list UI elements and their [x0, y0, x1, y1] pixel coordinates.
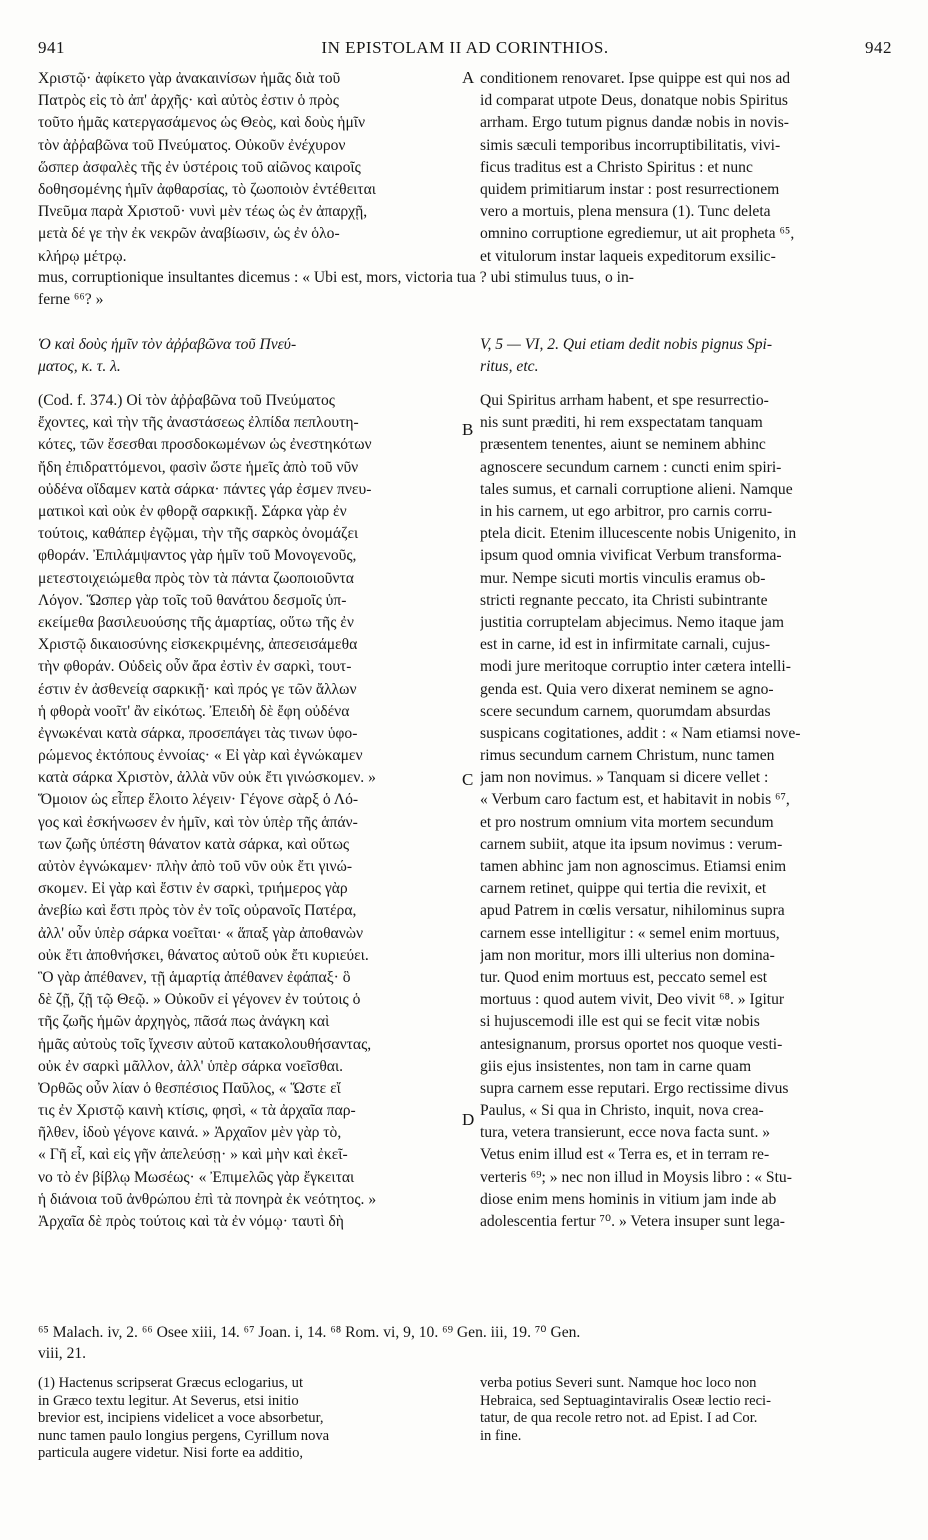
- text-line: Πνεῦμα παρὰ Χριστοῦ· νυνὶ μὲν τέως ὡς ἐν ἀπαρχῇ,: [38, 203, 368, 221]
- text-line: scere secundum carnem, quorumdam absurdas: [480, 702, 771, 720]
- latin-column: [480, 68, 892, 1233]
- text-line: των ζωῆς ὑπέστη θάνατον κατὰ σάρκα, καὶ οὕτως: [38, 835, 350, 853]
- text-line: si hujuscemodi ille est qui se fecit vitæ nobis: [480, 1013, 760, 1031]
- text-line: δοθησομένης ἡμῖν ἀφθαρσίας, τὸ ζωοποιὸν ἐντέθειται: [38, 180, 376, 198]
- text-line: tamen abhinc jam non agnoscimus. Etiamsi enim: [480, 858, 787, 875]
- text-line: ficus traditus est a Christo Spiritus : et nunc: [480, 158, 753, 176]
- text-line: justitia corruptelam abjecimus. Nemo itaque jam: [480, 613, 784, 631]
- text-line: Ἀρχαῖα δὲ πρὸς τούτοις καὶ τὰ ἐν νόμῳ· ταυτὶ δὴ: [38, 1213, 344, 1230]
- text-line: Χριστῷ· ἀφίκετο γὰρ ἀνακαινίσων ἡμᾶς διὰ τοῦ: [38, 70, 341, 87]
- text-line: Vetus enim illud est « Terra es, et in terram re-: [480, 1146, 770, 1164]
- heading-line: V, 5 — VI, 2. Qui etiam dedit nobis pignus Spi-: [480, 335, 773, 353]
- text-line: mortuus : quod autem vivit, Deo vivit ⁶⁸. » Igitur: [480, 991, 785, 1009]
- text-line: agnoscere secundum carnem : cuncti enim spiri-: [480, 458, 782, 476]
- heading-line: Ὁ καὶ δοὺς ἡμῖν τὸν ἀῤῥαβῶνα τοῦ Πνεύ-: [38, 335, 297, 353]
- text-line: μετεστοιχειώμεθα πρὸς τὸν τὰ πάντα ζωοποιοῦντα: [38, 569, 354, 587]
- heading-line: ritus, etc.: [480, 357, 539, 375]
- text-line: quidem primitiarum instar : post resurrectionem: [480, 180, 780, 198]
- text-line: giis ejus insistentes, non tam in carne quam: [480, 1057, 752, 1075]
- footnote-line: Hebraica, sed Septuagintaviralis Oseæ lectio reci-: [480, 1392, 771, 1409]
- text-line: ὥσπερ ἀσφαλὲς τῆς ἐν ὑστέροις τοῦ αἰῶνος καιροῖς: [38, 158, 361, 176]
- scripture-references: [38, 1322, 898, 1364]
- text-line: οὐκ ἐν σαρκὶ μᾶλλον, ἀλλ' ὑπὲρ σάρκα νοεῖσθαι.: [38, 1057, 344, 1075]
- text-line: ρώμενος ἐκτόπους ἐννοίας· « Εἰ γὰρ καὶ ἐγνώκαμεν: [38, 747, 363, 765]
- text-line: vero a mortuis, plena mensura (1). Tunc deleta: [480, 203, 771, 221]
- page-number-right: 942: [864, 38, 892, 57]
- text-line: ptela dicit. Etenim illucescente nobis Unigenito, in: [480, 525, 797, 543]
- text-line: Χριστῷ δικαιοσύνης εἰσκεκριμένης, ἀπεσεισάμεθα: [38, 636, 358, 654]
- text-line: τοῦτο ἡμᾶς κατεργασάμενος ὡς Θεὸς, καὶ δοὺς ἡμῖν: [38, 114, 366, 132]
- text-line: stricti regnante peccato, ita Christi subintrante: [480, 591, 768, 609]
- footnote-line: brevior est, incipiens videlicet a voce absorbetur,: [38, 1410, 324, 1426]
- text-line: κότες, τῶν ἔσεσθαι προσδοκωμένων ὡς ἐνεστηκότων: [38, 436, 372, 454]
- text-line: Πατρὸς εἰς τὸ ἀπ' ἀρχῆς· καὶ αὐτὸς ἐστιν ὁ πρὸς: [38, 92, 339, 110]
- margin-marker-c: C: [462, 770, 474, 789]
- text-line: tales sumus, et carnali corruptione alieni. Namque: [480, 480, 793, 498]
- footnote-line: tatur, de qua recole retro not. ad Epist. I ad Cor.: [480, 1410, 758, 1426]
- text-line: in his carnem, ut ego arbitror, pro carnis corru-: [480, 503, 773, 520]
- text-line: Qui Spiritus arrham habent, et spe resurrectio-: [480, 392, 769, 410]
- text-line: « Verbum caro factum est, et habitavit in nobis ⁶⁷,: [480, 791, 790, 809]
- text-line: τῆς ζωῆς ἡμῶν ἀρχηγὸς, πᾶσά πως ἀνάγκη καὶ: [38, 1013, 330, 1031]
- text-line: Ὅμοιον ὡς εἶπερ ἕλοιτο λέγειν· Γέγονε σὰρξ ὁ Λό-: [38, 791, 359, 809]
- text-line: εκείμεθα βασιλευούσης τῆς ἁμαρτίας, οὕτω τῆς ἐν: [38, 613, 354, 631]
- text-line: τούτοις, καθάπερ ἐγῷμαι, τὴν τῆς σαρκὸς ὀνομάζει: [38, 525, 359, 543]
- text-line: κλήρῳ μέτρῳ.: [38, 247, 127, 265]
- text-line: ἡ διάνοια τοῦ ἀνθρώπου ἐπὶ τὰ πονηρὰ ἐκ νεότητος. »: [38, 1190, 377, 1208]
- text-line: tur. Quod enim mortuus est, peccato semel est: [480, 968, 768, 986]
- text-line: σκομεν. Εἰ γὰρ καὶ ἔστιν ἐν σαρκὶ, τριήμερος γὰρ: [38, 880, 348, 898]
- text-line: suspicans cogitationes, addit : « Nam etiamsi nove-: [480, 724, 801, 742]
- margin-marker-b: B: [462, 420, 474, 439]
- footnote-line: verba potius Severi sunt. Namque hoc loco non: [480, 1375, 757, 1391]
- latin-block-1: [480, 68, 892, 268]
- text-line: αὐτὸν ἐγνώκαμεν· πλὴν ἀπὸ τοῦ νῦν οὐκ ἔτι γινώ-: [38, 858, 353, 875]
- text-line: ἐγνωκέναι κατὰ σάρκα, προσεπάγει τὰς τινων ὑφο-: [38, 724, 358, 742]
- text-line: carnem retinet, quippe qui tertia die revixit, et: [480, 880, 767, 898]
- text-line: Λόγον. Ὥσπερ γὰρ τοῖς τοῦ θανάτου δεσμοῖς ὑπ-: [38, 591, 347, 609]
- text-line: mus, corruptionique insultantes dicemus : « Ubi est, mors, victoria tua ? ubi stimulus tuus, o in-: [38, 269, 634, 286]
- reference-line: viii, 21.: [38, 1345, 87, 1362]
- footnote-line: nunc tamen paulo longius pergens, Cyrillum nova: [38, 1427, 330, 1444]
- text-line: τις ἐν Χριστῷ καινὴ κτίσις, φησὶ, « τὰ ἀρχαῖα παρ-: [38, 1102, 356, 1120]
- text-line: γος καὶ ἐσκήνωσεν ἐν ἡμῖν, καὶ τὸν ὑπὲρ τῆς ἁπάν-: [38, 813, 358, 831]
- greek-block-1: [38, 68, 456, 268]
- text-line: rimus secundum carnem Christum, nunc tamen: [480, 747, 775, 765]
- text-line: genda est. Quia vero dixerat neminem se agno-: [480, 680, 774, 698]
- text-line: jam non moritur, mors illi ulterius non domina-: [480, 946, 775, 964]
- text-line: ῆλθεν, ἰδοὺ γέγονε καινά. » Ἀρχαῖον μὲν γὰρ τὸ,: [38, 1124, 342, 1142]
- heading-line: ματος, κ. τ. λ.: [38, 357, 121, 375]
- text-line: μετὰ δέ γε τὴν ἐκ νεκρῶν ἀναβίωσιν, ὡς ἐν ὁλο-: [38, 225, 340, 243]
- text-line: simis sæculi temporibus incorruptibilitatis, vivi-: [480, 136, 781, 154]
- footnote-left: [38, 1375, 458, 1463]
- text-line: omnino corruptione egrediemur, ut ait propheta ⁶⁵,: [480, 225, 795, 243]
- text-line: τὸν ἀῤῥαβῶνα τοῦ Πνεύματος. Οὐκοῦν ἐνέχυρον: [38, 136, 346, 154]
- text-line: præsentem tenentes, aiunt se neminem abhinc: [480, 436, 766, 454]
- text-line: arrham. Ergo tutum pignus dandæ nobis in novis-: [480, 114, 789, 132]
- text-line: ferne ⁶⁶? »: [38, 291, 104, 309]
- text-line: mur. Nempe sicuti mortis vinculis eramus ob-: [480, 569, 766, 587]
- text-line: modi jure meritoque corruptio inter cætera intelli-: [480, 658, 791, 676]
- greek-column: [38, 68, 456, 1233]
- greek-section-heading: [38, 334, 456, 378]
- footnote-right: [480, 1375, 892, 1445]
- text-line: ματικοὶ καὶ οὐκ ἐν φθορᾷ σαρκικῇ. Σάρκα γὰρ ἐν: [38, 503, 347, 520]
- text-line: νο τὸ ἐν βίβλῳ Μωσέως· « Ἐπιμελῶς γὰρ ἔγκειται: [38, 1168, 355, 1186]
- text-line: tura, vetera transierunt, ecce nova facta sunt. »: [480, 1124, 771, 1142]
- running-header: [38, 38, 892, 60]
- text-line: ἔχοντες, καὶ τὴν τῆς ἀναστάσεως ἐλπίδα πεπλουτη-: [38, 414, 359, 432]
- text-line: apud Patrem in cœlis versatur, nihilominus supra: [480, 902, 785, 920]
- running-title: IN EPISTOLAM II AD CORINTHIOS.: [321, 38, 609, 57]
- text-line: conditionem renovaret. Ipse quippe est qui nos ad: [480, 70, 791, 87]
- text-line: ἡ φθορὰ νοοῖτ' ἂν εἰκότως. Ἐπειδὴ δὲ ἔφη οὐδένα: [38, 702, 350, 720]
- text-line: carnem esse intelligitur : « semel enim mortuus,: [480, 924, 780, 942]
- margin-marker-d: D: [462, 1110, 475, 1129]
- text-line: et vitulorum instar laqueis expeditorum exsilic-: [480, 247, 776, 265]
- text-line: τὴν φθοράν. Οὐδεὶς οὖν ἄρα ἐστὶν ἐν σαρκὶ, τουτ-: [38, 658, 352, 676]
- text-line: έστιν ἐν ἀσθενείᾳ σαρκικῇ· καὶ πρός γε τῶν ἄλλων: [38, 680, 357, 698]
- footnote-line: in fine.: [480, 1427, 522, 1444]
- text-line: Paulus, « Si qua in Christo, inquit, nova crea-: [480, 1102, 764, 1120]
- footnote-line: in Græco textu legitur. At Severus, etsi initio: [38, 1392, 299, 1409]
- text-line: οὐκ ἔτι ἀποθνήσκει, θάνατος αὐτοῦ οὐκ ἔτι κυριεύει.: [38, 946, 369, 964]
- text-line: Ὃ γὰρ ἀπέθανεν, τῇ ἁμαρτίᾳ ἀπέθανεν ἐφάπαξ· ὃ: [38, 968, 351, 986]
- text-line: κατὰ σάρκα Χριστὸν, ἀλλὰ νῦν οὐκ ἔτι γινώσκομεν. »: [38, 769, 376, 787]
- text-line: « Γῆ εἶ, καὶ εἰς γῆν ἀπελεύσῃ· » καὶ μὴν καὶ ἐκεῖ-: [38, 1146, 348, 1164]
- text-line: (Cod. f. 374.) Οἱ τὸν ἀῤῥαβῶνα τοῦ Πνεύματος: [38, 392, 335, 410]
- footnote-line: (1) Hactenus scripserat Græcus eclogarius, ut: [38, 1375, 304, 1391]
- text-line: Ὀρθῶς οὖν λίαν ὁ θεσπέσιος Παῦλος, « Ὥστε εἴ: [38, 1079, 341, 1097]
- footnote-line: particula augere videtur. Nisi forte ea additio,: [38, 1445, 304, 1461]
- text-line: antesignanum, prorsus oportet nos quoque vesti-: [480, 1035, 783, 1053]
- text-line: φθοράν. Ἐπιλάμψαντος γὰρ ἡμῖν τοῦ Μονογενοῦς,: [38, 547, 357, 565]
- margin-marker-a: A: [462, 68, 475, 87]
- text-line: est in carne, id est in infirmitate carnali, cujus-: [480, 636, 771, 654]
- greek-block-2: [38, 390, 456, 1233]
- reference-line: ⁶⁵ Malach. iv, 2. ⁶⁶ Osee xiii, 14. ⁶⁷ Joan. i, 14. ⁶⁸ Rom. vi, 9, 10. ⁶⁹ Gen. iii, 19. ⁷⁰ Gen.: [38, 1324, 581, 1341]
- page-number-left: 941: [38, 38, 65, 57]
- spanning-text: [38, 267, 898, 311]
- text-line: ἡμᾶς αὐτοὺς τοῖς ἴχνεσιν αὐτοῦ κατακολουθήσαντας,: [38, 1035, 372, 1053]
- text-line: ἀνεβίω καὶ ἔστι πρὸς τὸν ἐν τοῖς οὐρανοῖς Πατέρα,: [38, 902, 357, 920]
- text-line: nis sunt præditi, hi rem exspectatam tanquam: [480, 414, 763, 432]
- text-line: ἤδη ἐπιδραττόμενοι, φασὶν ὥστε ἡμεῖς ἀπὸ τοῦ νῦν: [38, 458, 359, 476]
- latin-block-2: [480, 390, 892, 1233]
- text-line: adolescentia fertur ⁷⁰. » Vetera insuper sunt lega-: [480, 1213, 785, 1230]
- text-line: verteris ⁶⁹; » nec non illud in Moysis libro : « Stu-: [480, 1168, 792, 1186]
- text-line: δὲ ζῇ, ζῇ τῷ Θεῷ. » Οὐκοῦν εἰ γέγονεν ἐν τούτοις ὁ: [38, 991, 361, 1009]
- text-line: ipsum quod omnia vivificat Verbum transforma-: [480, 547, 782, 565]
- text-line: carnem subiit, atque ita ipsum novimus : verum-: [480, 835, 783, 853]
- text-line: jam non novimus. » Tanquam si dicere vellet :: [480, 769, 769, 787]
- text-line: id comparat utpote Deus, donatque nobis Spiritus: [480, 92, 788, 110]
- latin-section-heading: [480, 334, 892, 378]
- text-line: et pro nostrum omnium vita mortem secundum: [480, 813, 774, 831]
- text-line: supra carnem esse reputari. Ergo rectissime divus: [480, 1079, 789, 1097]
- text-line: diose enim mens hominis in vitium jam inde ab: [480, 1190, 777, 1208]
- text-line: οὐδένα οἴδαμεν κατὰ σάρκα· πάντες γάρ ἐσμεν πνευ-: [38, 480, 372, 498]
- text-line: ἀλλ' οὖν ὑπὲρ σάρκα νοεῖται· « ἅπαξ γὰρ ἀποθανὼν: [38, 924, 364, 942]
